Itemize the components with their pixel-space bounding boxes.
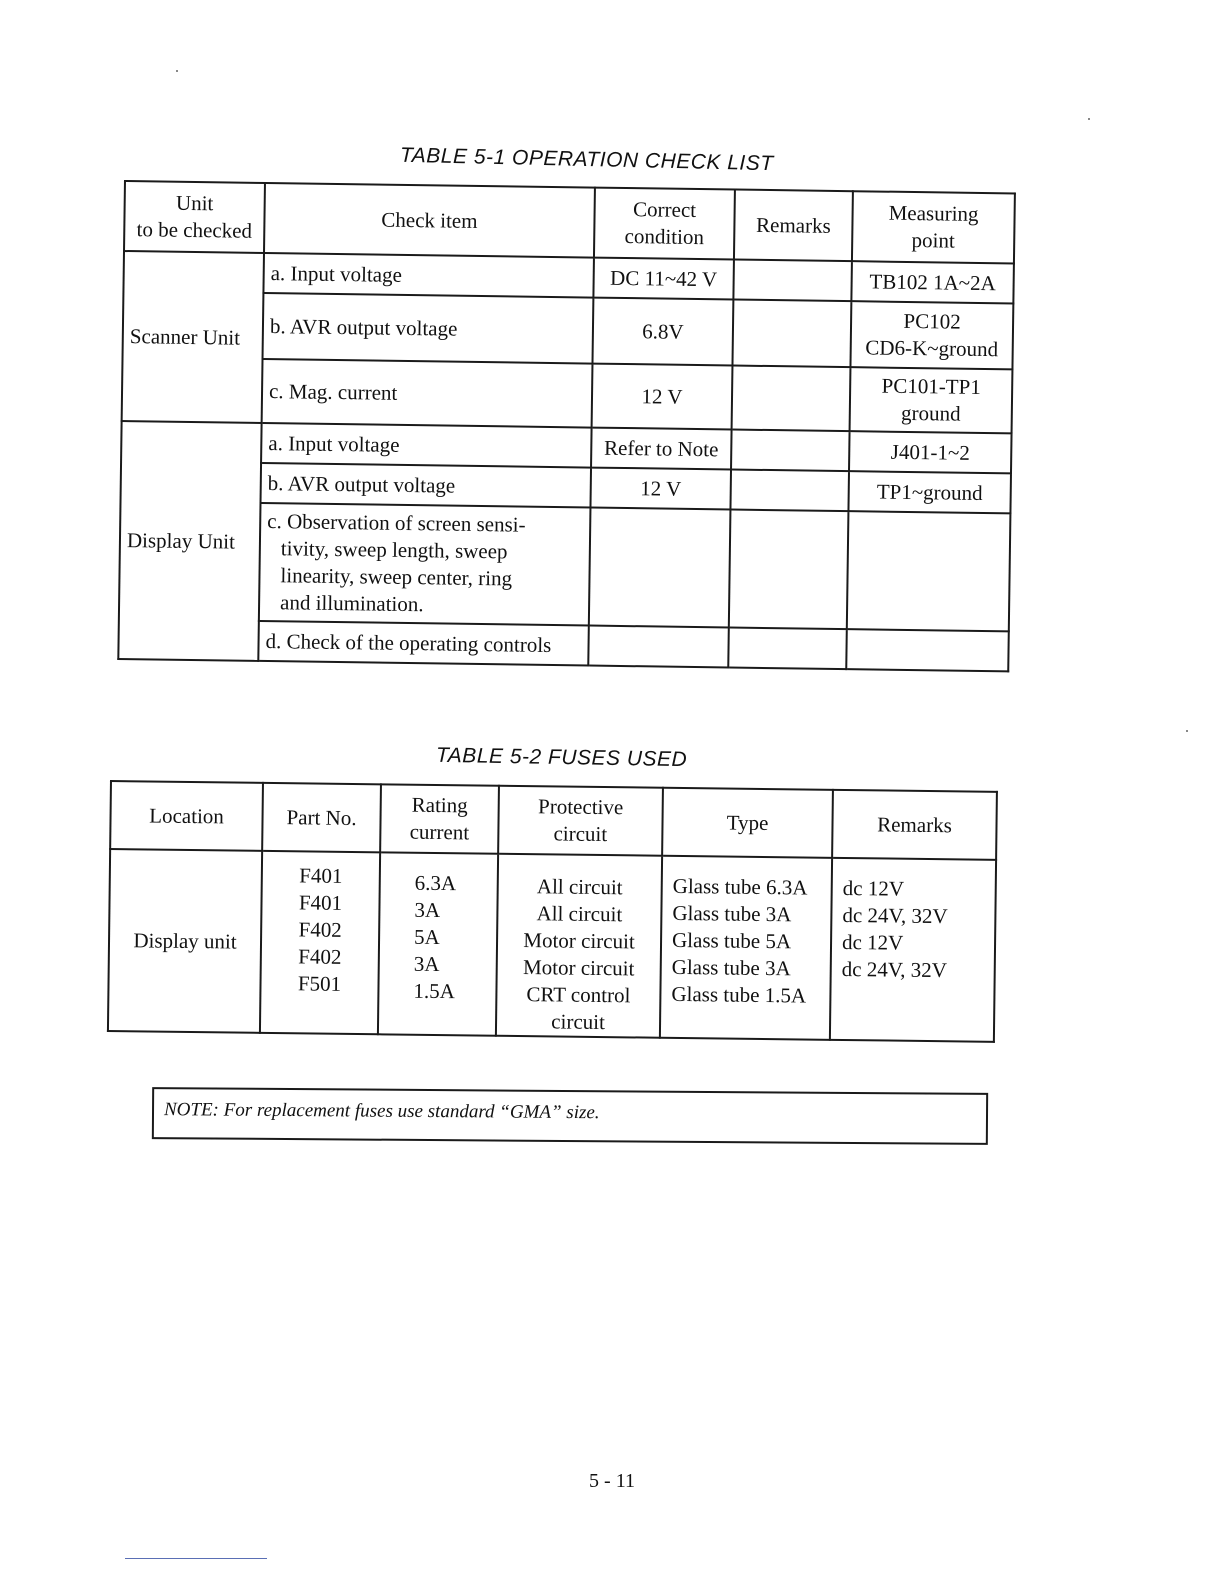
display-unit-label: Display Unit <box>118 421 261 661</box>
display-point-c <box>847 511 1011 631</box>
scanner-condition-a: DC 11~42 V <box>593 258 734 300</box>
display-item-b: b. AVR output voltage <box>261 463 592 508</box>
fuse-note: NOTE: For replacement fuses use standard “GMA” size. <box>152 1087 988 1145</box>
scanner-item-c: c. Mag. current <box>262 359 593 428</box>
table2-caption: TABLE 5-2 FUSES USED <box>435 743 688 772</box>
scanner-condition-b: 6.8V <box>592 298 733 366</box>
scan-speck <box>1186 730 1188 732</box>
scanner-remarks-b <box>732 300 851 368</box>
display-condition-a: Refer to Note <box>591 428 732 470</box>
fuses-table <box>107 780 998 1043</box>
header-part-no: Part No. <box>262 783 381 852</box>
display-remarks-d <box>728 627 847 669</box>
scan-speck <box>176 70 178 72</box>
table1-caption: TABLE 5-1 OPERATION CHECK LIST <box>399 143 774 176</box>
footer-rule <box>125 1558 267 1559</box>
header-protective-circuit: Protective circuit <box>498 786 663 856</box>
display-point-d <box>846 629 1009 671</box>
scanner-condition-c: 12 V <box>592 364 733 430</box>
display-remarks-a <box>731 430 850 472</box>
scanner-unit-label: Scanner Unit <box>122 251 264 423</box>
display-condition-c <box>589 508 731 628</box>
page-number: 5 - 11 <box>589 1470 635 1492</box>
header-unit: Unit to be checked <box>124 181 265 253</box>
display-item-d: d. Check of the operating controls <box>258 621 589 666</box>
scanner-point-a: TB102 1A~2A <box>851 261 1014 303</box>
header-remarks: Remarks <box>734 190 853 262</box>
scanner-remarks-a <box>733 260 852 302</box>
fuse-location: Display unit <box>108 849 262 1033</box>
fuse-types: Glass tube 6.3A Glass tube 3A Glass tube 5A Glass tube 3A Glass tube 1.5A <box>660 856 832 1040</box>
scanner-remarks-c <box>732 366 851 432</box>
fuse-circuits: All circuit All circuit Motor circuit Motor circuit CRT control circuit <box>496 854 662 1038</box>
header-check-item: Check item <box>264 183 595 258</box>
display-remarks-b <box>730 470 849 512</box>
scanner-point-c: PC101-TP1 ground <box>850 367 1013 433</box>
display-condition-b: 12 V <box>590 468 731 510</box>
header-location: Location <box>110 781 263 851</box>
display-condition-d <box>588 626 729 668</box>
display-remarks-c <box>729 509 849 629</box>
fuse-remarks: dc 12V dc 24V, 32V dc 12V dc 24V, 32V <box>830 858 996 1042</box>
header-measuring-point: Measuring point <box>852 191 1015 263</box>
scan-speck <box>1088 118 1090 120</box>
header-rating-current: Rating current <box>380 784 499 853</box>
display-point-b: TP1~ground <box>848 471 1011 513</box>
scanner-item-b: b. AVR output voltage <box>263 293 594 364</box>
display-item-a: a. Input voltage <box>261 423 592 468</box>
header-correct-condition: Correct condition <box>594 188 735 260</box>
fuse-ratings: 6.3A 3A 5A 3A 1.5A <box>378 852 498 1035</box>
fuse-part-numbers: F401 F401 F402 F402 F501 <box>260 851 380 1034</box>
operation-check-table <box>117 180 1016 672</box>
scanner-point-b: PC102 CD6-K~ground <box>850 301 1013 369</box>
display-item-c: c. Observation of screen sensi- tivity, sweep length, sweep linearity, sweep center, ring and illumination. <box>259 503 591 626</box>
header-type: Type <box>662 788 833 858</box>
header-remarks: Remarks <box>832 790 997 860</box>
scanner-item-a: a. Input voltage <box>263 253 594 298</box>
display-point-a: J401-1~2 <box>849 431 1012 473</box>
